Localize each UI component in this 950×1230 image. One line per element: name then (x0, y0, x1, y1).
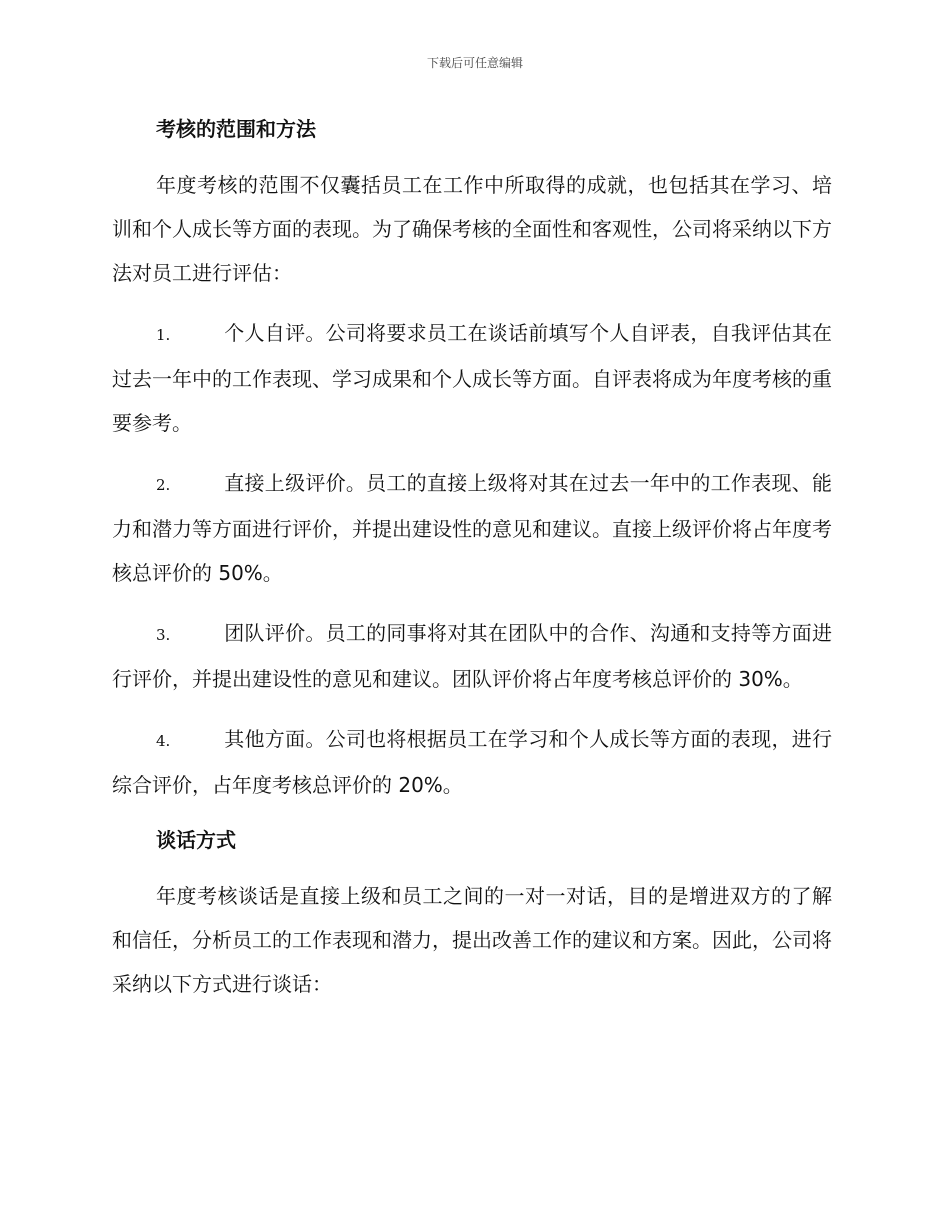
header-note: 下载后可任意编辑 (426, 56, 523, 70)
list-item-number: 1. (156, 326, 171, 344)
list-item (112, 717, 832, 807)
section-heading-conversation-method: 谈话方式 (156, 828, 236, 852)
list-item-number: 3. (156, 626, 171, 644)
list-item-text: 个人自评。公司将要求员工在谈话前填写个人自评表，自我评估其在过去一年中的工作表现、学习成果和个人成长等方面。自评表将成为年度考核的重要参考。 (112, 321, 832, 435)
list-item-number: 2. (156, 476, 171, 494)
list-item-text: 其他方面。公司也将根据员工在学习和个人成长等方面的表现，进行综合评价，占年度考核总评价的 20%。 (112, 727, 832, 797)
list-item (112, 311, 832, 445)
list-item (112, 461, 832, 595)
section-heading-assessment-scope: 考核的范围和方法 (156, 117, 316, 141)
list-item-text: 团队评价。员工的同事将对其在团队中的合作、沟通和支持等方面进行评价，并提出建设性的意见和建议。团队评价将占年度考核总评价的 30%。 (112, 621, 832, 691)
list-item-number: 4. (156, 732, 171, 750)
section-intro-assessment-scope: 年度考核的范围不仅囊括员工在工作中所取得的成就，也包括其在学习、培训和个人成长等方面的表现。为了确保考核的全面性和客观性，公司将采纳以下方法对员工进行评估： (112, 173, 832, 285)
section-intro-conversation-method: 年度考核谈话是直接上级和员工之间的一对一对话，目的是增进双方的了解和信任，分析员工的工作表现和潜力，提出改善工作的建议和方案。因此，公司将采纳以下方式进行谈话： (112, 884, 832, 996)
list-item-text: 直接上级评价。员工的直接上级将对其在过去一年中的工作表现、能力和潜力等方面进行评价，并提出建设性的意见和建议。直接上级评价将占年度考核总评价的 50%。 (112, 471, 832, 585)
document-body (112, 112, 832, 1022)
list-item (112, 611, 832, 701)
